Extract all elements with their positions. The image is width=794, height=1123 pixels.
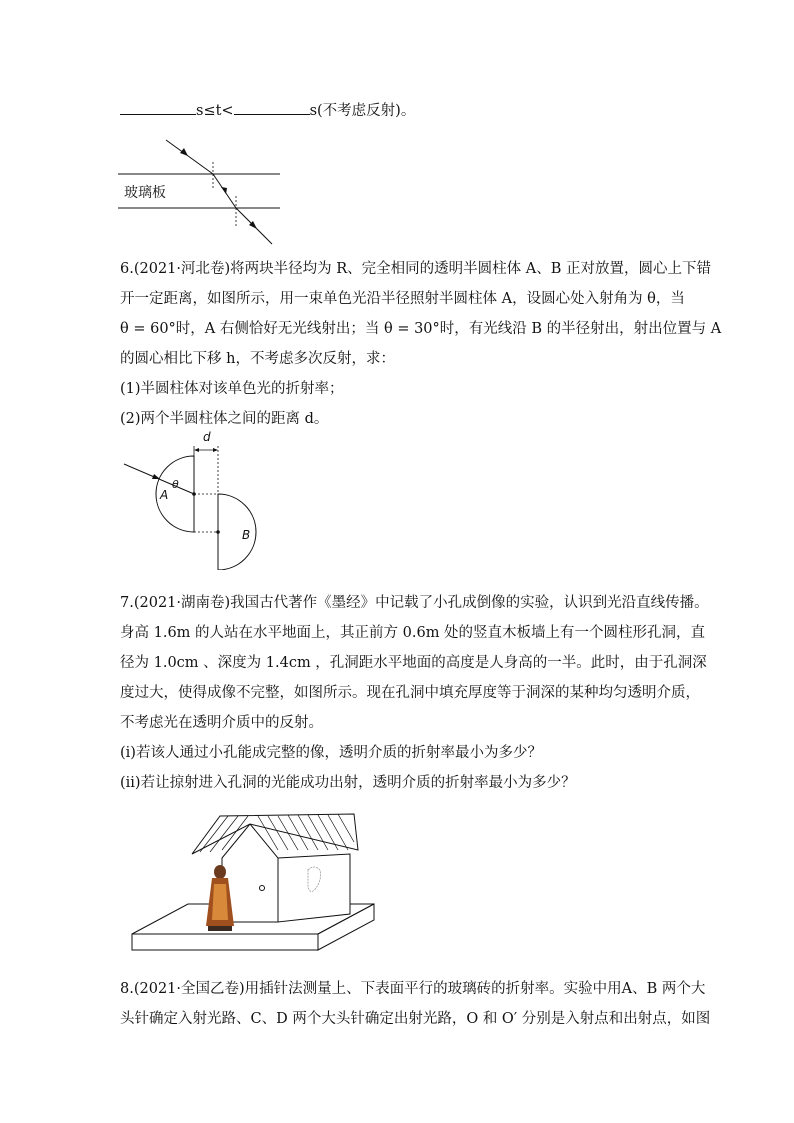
- label-d: d: [203, 430, 211, 444]
- question-6: [120, 254, 722, 434]
- answer-blank-2[interactable]: [234, 100, 310, 115]
- q6-sub-2: (2)两个半圆柱体之间的距离 d。: [120, 411, 329, 427]
- q8-line-1: 8.(2021·全国乙卷)用插针法测量上、下表面平行的玻璃砖的折射率。实验中用A、B 两个大: [120, 981, 706, 997]
- q6-sub-1: (1)半圆柱体对该单色光的折射率；: [120, 381, 344, 397]
- question-8: [120, 974, 711, 1034]
- figure-pinhole-house: [128, 810, 380, 960]
- q6-line-2: 开一定距离，如图所示，用一束单色光沿半径照射半圆柱体 A，设圆心处入射角为 θ，当: [120, 291, 685, 307]
- q6-line-3: θ = 60°时，A 右侧恰好无光线射出；当 θ = 30°时，有光线沿 B 的半径射出，射出位置与 A: [120, 321, 722, 337]
- q7-line-1: 7.(2021·湖南卷)我国古代著作《墨经》中记载了小孔成倒像的实验，认识到光沿直线传播。: [120, 595, 709, 611]
- question-7: [120, 588, 709, 798]
- label-B: B: [242, 528, 251, 542]
- fill-in-line: [120, 96, 680, 126]
- label-theta: θ: [172, 478, 179, 491]
- q6-line-1: 6.(2021·河北卷)将两块半径均为 R、完全相同的透明半圆柱体 A、B 正对放置，圆心上下错: [120, 261, 712, 277]
- q7-line-3: 径为 1.0cm 、深度为 1.4cm ，孔洞距水平地面的高度是人身高的一半。此时，由于孔洞深: [120, 655, 707, 671]
- figure-half-cylinders: [118, 430, 278, 570]
- figure-glass-slab: [112, 136, 292, 248]
- answer-blank-1[interactable]: [120, 100, 196, 115]
- q7-sub-2: (ii)若让掠射进入孔洞的光能成功出射，透明介质的折射率最小为多少？: [120, 775, 576, 791]
- q7-sub-1: (i)若该人通过小孔能成完整的像，透明介质的折射率最小为多少？: [120, 745, 542, 761]
- q7-line-2: 身高 1.6m 的人站在水平地面上，其正前方 0.6m 处的竖直木板墙上有一个圆柱形孔洞，直: [120, 625, 706, 641]
- q7-line-5: 不考虑光在透明介质中的反射。: [120, 715, 323, 731]
- label-A: A: [160, 488, 169, 502]
- glass-plate-label: 玻璃板: [124, 185, 166, 201]
- q8-line-2: 头针确定入射光路、C、D 两个大头针确定出射光路，O 和 O′ 分别是入射点和出射点，如图: [120, 1011, 711, 1027]
- q7-line-4: 度过大，使得成像不完整，如图所示。现在孔洞中填充厚度等于洞深的某种均匀透明介质，: [120, 685, 700, 701]
- q6-line-4: 的圆心相比下移 h，不考虑多次反射，求：: [120, 351, 395, 367]
- blank-separator: s≤t<: [196, 103, 234, 119]
- blank-suffix: s(不考虑反射)。: [309, 103, 416, 119]
